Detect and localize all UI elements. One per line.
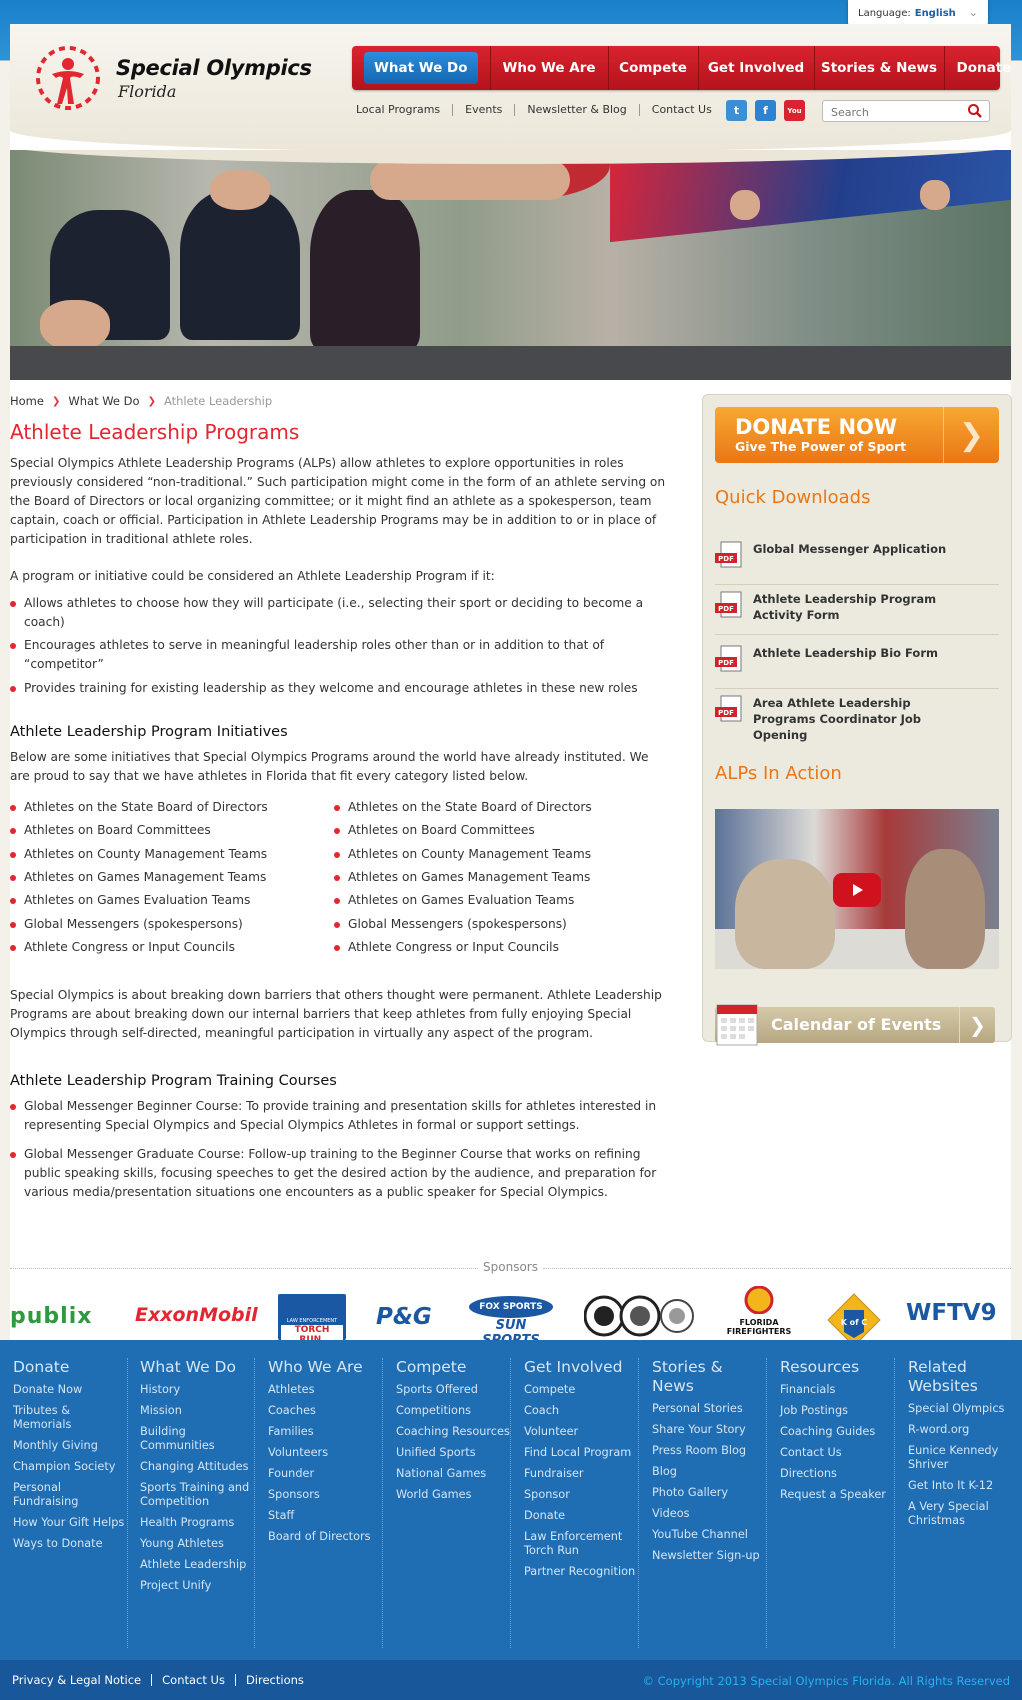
- site-header: [10, 24, 1011, 152]
- chevron-right-icon: ❯: [51, 395, 61, 407]
- footer-link[interactable]: Request a Speaker: [780, 1488, 886, 1501]
- footer-link[interactable]: Contact Us: [780, 1446, 842, 1459]
- contact-us-link[interactable]: Contact Us: [152, 1674, 236, 1686]
- nav-compete[interactable]: [609, 46, 699, 90]
- list-item: Encourages athletes to serve in meaningful leadership roles other than or in addition to that of “competitor”: [10, 636, 670, 674]
- subnav-local-programs[interactable]: Local Programs: [356, 104, 453, 116]
- twitter-icon[interactable]: t: [726, 100, 747, 121]
- footer-link[interactable]: Young Athletes: [140, 1537, 224, 1550]
- nav-who-we-are[interactable]: [491, 46, 609, 90]
- list-item: Athletes on Games Evaluation Teams: [334, 891, 658, 910]
- subnav-events[interactable]: Events: [453, 104, 515, 116]
- list-item: Athletes on Board Committees: [334, 821, 658, 840]
- calendar-icon: [715, 997, 759, 1047]
- footer-column-what-we-do: [137, 1358, 255, 1648]
- footer-column-get-involved: [521, 1358, 639, 1648]
- footer-link[interactable]: Sponsors: [268, 1488, 320, 1501]
- footer-link[interactable]: Find Local Program: [524, 1446, 632, 1459]
- download-item[interactable]: [715, 691, 999, 742]
- footer-link[interactable]: Personal Stories: [652, 1402, 743, 1415]
- list-item: Global Messenger Beginner Course: To provide training and presentation skills for athletes interested in representing Special Olympics and Special Olympics Athletes in formal or support settings.: [10, 1097, 670, 1135]
- footer-column-who-we-are: [265, 1358, 383, 1648]
- copyright-text: © Copyright 2013 Special Olympics Florida. All Rights Reserved: [642, 1674, 1010, 1688]
- sponsor-torch-run-logo[interactable]: [278, 1294, 346, 1340]
- donate-subtitle: Give The Power of Sport: [735, 439, 907, 454]
- footer-link[interactable]: Sports Training and Competition: [140, 1481, 250, 1508]
- chevron-right-icon: ❯: [959, 1007, 995, 1043]
- firefighter-badge-icon: [739, 1286, 779, 1314]
- footer-bottom-bar: [0, 1660, 1022, 1700]
- footer-link[interactable]: Champion Society: [13, 1460, 116, 1473]
- pdf-label: PDF: [718, 659, 734, 667]
- nav-label: Donate: [956, 60, 1012, 76]
- list-item: Global Messengers (spokespersons): [334, 915, 658, 934]
- download-label: Athlete Leadership Bio Form: [753, 646, 938, 660]
- page-title: Athlete Leadership Programs: [10, 420, 300, 444]
- subnav-newsletter-blog[interactable]: Newsletter & Blog: [515, 104, 639, 116]
- footer-link[interactable]: Changing Attitudes: [140, 1460, 249, 1473]
- sponsors-heading: Sponsors: [10, 1260, 1011, 1274]
- nav-label: Get Involved: [707, 60, 805, 76]
- subnav-contact-us[interactable]: Contact Us: [651, 103, 712, 116]
- footer-link[interactable]: How Your Gift Helps: [13, 1516, 125, 1529]
- footer-link[interactable]: Athlete Leadership: [140, 1558, 247, 1571]
- footer-column-resources: [777, 1358, 895, 1648]
- calendar-label: Calendar of Events: [771, 1015, 942, 1034]
- footer-link[interactable]: R-word.org: [908, 1423, 970, 1436]
- initiatives-list-left: [10, 798, 334, 962]
- download-item[interactable]: [715, 537, 999, 585]
- footer-link[interactable]: Ways to Donate: [13, 1537, 103, 1550]
- footer-link[interactable]: Blog: [652, 1465, 677, 1478]
- sponsor-seals-logo[interactable]: [584, 1294, 696, 1342]
- list-item: Athletes on Games Evaluation Teams: [10, 891, 334, 910]
- breadcrumb-home[interactable]: Home: [10, 394, 44, 408]
- criteria-list: [10, 594, 670, 698]
- sidebar: [702, 394, 1012, 1042]
- sponsor-exxonmobil-logo[interactable]: ExxonMobil: [135, 1304, 258, 1326]
- footer-link[interactable]: Coaching Resources: [396, 1425, 510, 1438]
- utility-nav: [356, 104, 724, 116]
- list-item: Athletes on Games Management Teams: [334, 868, 658, 887]
- footer-column-title: Related Websites: [908, 1358, 978, 1395]
- calendar-of-events-button[interactable]: [715, 1007, 995, 1043]
- footer-link[interactable]: Share Your Story: [652, 1423, 746, 1436]
- footer-link[interactable]: Directions: [780, 1467, 837, 1480]
- initiatives-heading: Athlete Leadership Program Initiatives: [10, 723, 288, 740]
- footer-link[interactable]: Unified Sports: [396, 1446, 476, 1459]
- list-item: Allows athletes to choose how they will participate (i.e., selecting their sport or deciding to become a coach): [10, 594, 670, 632]
- footer-link[interactable]: Fundraiser: [524, 1467, 584, 1480]
- footer-link[interactable]: Volunteer: [524, 1425, 579, 1438]
- site-logo[interactable]: [32, 42, 332, 122]
- pdf-label: PDF: [718, 555, 734, 563]
- footer-column-title: Donate: [13, 1358, 70, 1376]
- pdf-label: PDF: [718, 605, 734, 613]
- list-item: Athlete Congress or Input Councils: [334, 938, 658, 957]
- footer-link[interactable]: Donate: [524, 1509, 566, 1522]
- footer-link[interactable]: National Games: [396, 1467, 487, 1480]
- legal-links: [12, 1674, 314, 1686]
- facebook-icon[interactable]: f: [755, 100, 776, 121]
- footer-column-title: Resources: [780, 1358, 860, 1376]
- search-input[interactable]: [823, 103, 953, 123]
- footer-column-title: Stories & News: [652, 1358, 723, 1395]
- chevron-right-icon: ❯: [147, 395, 156, 407]
- knights-of-columbus-label: K of C: [840, 1318, 868, 1327]
- footer-link[interactable]: Staff: [268, 1509, 295, 1522]
- initiatives-columns: [10, 798, 670, 980]
- breadcrumb-current: Athlete Leadership: [163, 394, 273, 408]
- download-label: Area Athlete Leadership Programs Coordinator Job Opening: [753, 696, 922, 742]
- pdf-icon: [715, 541, 745, 569]
- directions-link[interactable]: Directions: [245, 1673, 304, 1687]
- footer-link[interactable]: Health Programs: [140, 1516, 235, 1529]
- footer-link[interactable]: Law Enforcement Torch Run: [524, 1530, 623, 1557]
- sponsor-pg-logo[interactable]: P&G: [376, 1304, 432, 1330]
- nav-label: Stories & News: [820, 60, 938, 76]
- language-label: Language:: [858, 8, 911, 19]
- closing-paragraph: Special Olympics is about breaking down barriers that others thought were permanent. Athlete Leadership Programs are about breaking down our internal barriers that keep athletes from fully enjoying Special Olympics through self-directed, meaningful participation in virtually any aspect of the program.: [10, 987, 662, 1040]
- pdf-icon: [715, 695, 745, 723]
- footer-column-donate: [10, 1358, 128, 1648]
- footer-link[interactable]: Coach: [524, 1404, 560, 1417]
- footer-column-title: Get Involved: [524, 1358, 623, 1376]
- breadcrumb-what-we-do[interactable]: What We Do: [68, 394, 140, 408]
- list-item: Athletes on Games Management Teams: [10, 868, 334, 887]
- main-nav: [352, 46, 1012, 90]
- intro-paragraph: Special Olympics Athlete Leadership Programs (ALPs) allow athletes to explore opportunities in roles previously considered “non-traditional.” Such participation might come in the form of an athlete serving on the Board of Directors or local organizing committee; or it might find an athlete as a spokesperson, team captain, coach or official. Participation in Athlete Leadership Programs may be in addition to or in place of participation in traditional athlete roles.: [10, 456, 666, 546]
- download-label: Global Messenger Application: [753, 542, 947, 556]
- firefighters-label: FLORIDA FIREFIGHTERS: [726, 1318, 792, 1336]
- footer-link[interactable]: Coaching Guides: [780, 1425, 876, 1438]
- courses-heading: Athlete Leadership Program Training Courses: [10, 1072, 337, 1089]
- language-value: English: [914, 8, 956, 19]
- sponsor-publix-logo[interactable]: publix: [10, 1304, 93, 1329]
- footer-link[interactable]: Compete: [524, 1383, 576, 1396]
- footer-link[interactable]: Volunteers: [268, 1446, 329, 1459]
- footer-link[interactable]: Athletes: [268, 1383, 315, 1396]
- footer-link[interactable]: A Very Special Christmas: [908, 1500, 989, 1527]
- initiatives-lead: Below are some initiatives that Special Olympics Programs around the world have already instituted. We are proud to say that we have athletes in Florida that fit every category listed below.: [10, 749, 649, 783]
- footer-link[interactable]: Founder: [268, 1467, 315, 1480]
- list-item: Athlete Congress or Input Councils: [10, 938, 334, 957]
- video-player[interactable]: [715, 809, 999, 969]
- play-icon[interactable]: [833, 873, 881, 907]
- breadcrumb: [10, 394, 272, 408]
- footer-link[interactable]: Financials: [780, 1383, 836, 1396]
- footer-link[interactable]: Coaches: [268, 1404, 316, 1417]
- chevron-down-icon: ⌄: [968, 6, 978, 19]
- nav-label: Compete: [619, 60, 687, 76]
- initiatives-list-right: [334, 798, 658, 962]
- main-content: [10, 420, 670, 1220]
- footer-link[interactable]: Project Unify: [140, 1579, 212, 1592]
- footer-link[interactable]: Sports Offered: [396, 1383, 478, 1396]
- list-item: Athletes on the State Board of Directors: [334, 798, 658, 817]
- footer-column-stories-news: [649, 1358, 767, 1648]
- footer-link[interactable]: Videos: [652, 1507, 690, 1520]
- footer-link[interactable]: Special Olympics: [908, 1402, 1005, 1415]
- fox-sports-label: FOX SPORTS: [469, 1296, 552, 1318]
- hero-image: [10, 150, 1011, 380]
- nav-label: What We Do: [364, 52, 478, 84]
- nav-label: Who We Are: [502, 60, 596, 76]
- sun-sports-label: SUN: [495, 1318, 527, 1333]
- footer-link[interactable]: Building Communities: [140, 1425, 215, 1452]
- footer-column-related-websites: [905, 1358, 1022, 1648]
- youtube-icon[interactable]: You: [784, 100, 805, 121]
- criteria-lead: A program or initiative could be considered an Athlete Leadership Program if it:: [10, 569, 495, 583]
- footer-link[interactable]: Get Into It K-12: [908, 1479, 994, 1492]
- pdf-label: PDF: [718, 709, 734, 717]
- footer-link[interactable]: Newsletter Sign-up: [652, 1549, 760, 1562]
- footer-link[interactable]: Mission: [140, 1404, 182, 1417]
- list-item: Athletes on the State Board of Directors: [10, 798, 334, 817]
- quick-downloads-heading: Quick Downloads: [715, 487, 871, 508]
- footer-link[interactable]: Personal Fundraising: [13, 1481, 79, 1508]
- footer-link[interactable]: Donate Now: [13, 1383, 83, 1396]
- social-links: [726, 100, 805, 121]
- page-wrapper: [10, 24, 1011, 1340]
- footer-link[interactable]: Board of Directors: [268, 1530, 371, 1543]
- privacy-legal-link[interactable]: Privacy & Legal Notice: [12, 1674, 152, 1686]
- footer-link[interactable]: Sponsor: [524, 1488, 570, 1501]
- donate-title: DONATE NOW: [735, 415, 898, 439]
- list-item: Athletes on County Management Teams: [334, 845, 658, 864]
- list-item: Athletes on Board Committees: [10, 821, 334, 840]
- nav-get-involved[interactable]: [699, 46, 815, 90]
- footer-link[interactable]: Job Postings: [780, 1404, 848, 1417]
- footer-link[interactable]: World Games: [396, 1488, 472, 1501]
- footer-link[interactable]: Monthly Giving: [13, 1439, 98, 1452]
- footer-column-title: Who We Are: [268, 1358, 363, 1376]
- footer-link[interactable]: YouTube Channel: [652, 1528, 748, 1541]
- list-item: Global Messenger Graduate Course: Follow-up training to the Beginner Course that works on refining public speaking skills, focusing speeches to get the desired action by the audience, and preparation for various media/presentation situations one encounters as a public speaker for Special Olympics.: [10, 1145, 670, 1202]
- footer-link[interactable]: Partner Recognition: [524, 1565, 636, 1578]
- footer-link[interactable]: History: [140, 1383, 181, 1396]
- nav-what-we-do[interactable]: [352, 46, 491, 90]
- site-footer: [0, 1340, 1022, 1660]
- courses-list: [10, 1097, 670, 1202]
- special-olympics-logo-icon: [32, 42, 104, 114]
- footer-column-title: What We Do: [140, 1358, 236, 1376]
- footer-link[interactable]: Families: [268, 1425, 314, 1438]
- list-item: Global Messengers (spokespersons): [10, 915, 334, 934]
- sponsor-wftv-logo[interactable]: WFTV9: [906, 1300, 997, 1326]
- list-item: Athletes on County Management Teams: [10, 845, 334, 864]
- download-item[interactable]: [715, 587, 999, 635]
- brand-region: Florida: [118, 82, 177, 101]
- download-label: Athlete Leadership Program Activity Form: [753, 592, 937, 622]
- search-box: [822, 100, 990, 122]
- pdf-icon: [715, 591, 745, 619]
- footer-link[interactable]: Photo Gallery: [652, 1486, 729, 1499]
- donate-now-button[interactable]: [715, 407, 999, 463]
- footer-column-compete: [393, 1358, 511, 1648]
- footer-link[interactable]: Competitions: [396, 1404, 472, 1417]
- footer-column-title: Compete: [396, 1358, 467, 1376]
- nav-stories-news[interactable]: [815, 46, 945, 90]
- torch-run-sublabel: LAW ENFORCEMENT: [286, 1318, 338, 1324]
- alps-in-action-heading: ALPs In Action: [715, 763, 842, 784]
- chevron-right-icon: ❯: [943, 407, 999, 463]
- footer-link[interactable]: Press Room Blog: [652, 1444, 747, 1457]
- torch-run-label: TORCH: [281, 1325, 343, 1345]
- pdf-icon: [715, 645, 745, 673]
- footer-link[interactable]: Eunice Kennedy Shriver: [908, 1444, 999, 1471]
- list-item: Provides training for existing leadership as they welcome and encourage athletes in these new roles: [10, 679, 670, 698]
- download-item[interactable]: [715, 641, 999, 689]
- nav-donate[interactable]: [945, 46, 1022, 90]
- search-icon[interactable]: [967, 103, 983, 119]
- seal-icon: [584, 1294, 696, 1338]
- brand-name: Special Olympics: [116, 56, 312, 80]
- footer-link[interactable]: Tributes & Memorials: [13, 1404, 72, 1431]
